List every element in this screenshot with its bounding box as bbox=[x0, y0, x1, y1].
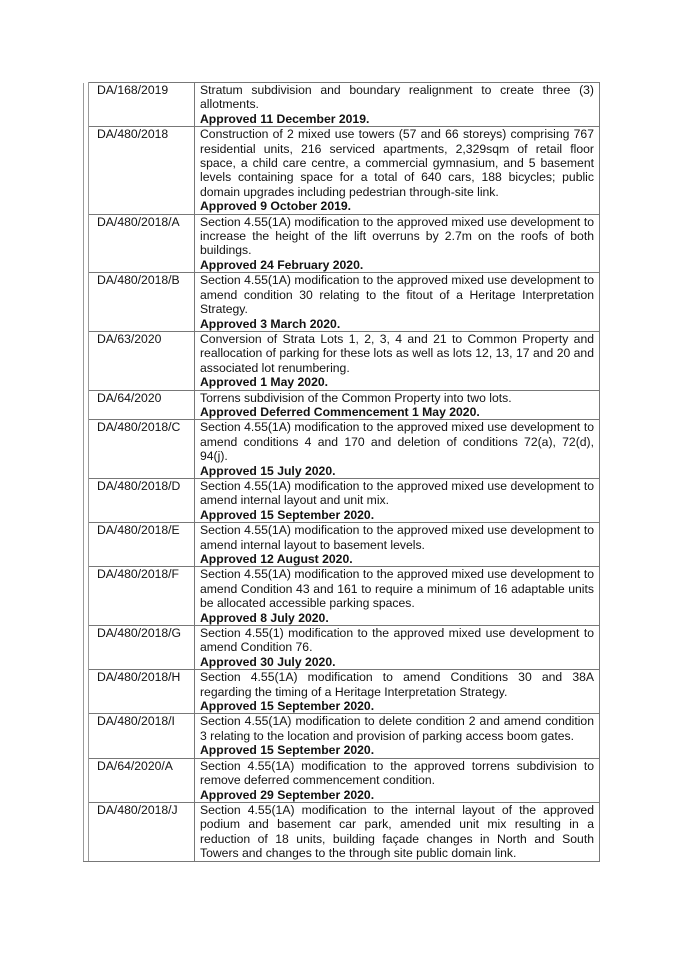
application-description: Section 4.55(1A) modification to the approved torrens subdivision to remove deferred commencement condition. bbox=[200, 758, 594, 788]
application-details bbox=[195, 802, 600, 861]
table-row bbox=[84, 758, 600, 802]
application-id: DA/480/2018/D bbox=[89, 478, 195, 522]
application-details bbox=[195, 331, 600, 390]
application-details bbox=[195, 714, 600, 758]
table-row bbox=[84, 567, 600, 626]
application-id: DA/480/2018/I bbox=[89, 714, 195, 758]
approval-status: Approved 9 October 2019. bbox=[200, 199, 352, 214]
application-details bbox=[195, 127, 600, 214]
table-row bbox=[84, 802, 600, 861]
application-description: Section 4.55(1A) modification to the approved mixed use development to amend condition 30 relating to the fitout of a Heritage Interpretation Strategy. bbox=[200, 273, 594, 317]
table-row bbox=[84, 523, 600, 567]
application-id: DA/480/2018/G bbox=[89, 626, 195, 670]
application-id: DA/480/2018/F bbox=[89, 567, 195, 626]
approval-status: Approved 1 May 2020. bbox=[200, 375, 329, 390]
approval-status: Approved 29 September 2020. bbox=[200, 787, 375, 802]
application-description: Section 4.55(1) modification to the approved mixed use development to amend Condition 76. bbox=[200, 626, 594, 655]
table-row bbox=[84, 127, 600, 214]
application-description: Section 4.55(1A) modification to the approved mixed use development to amend internal layout to basement levels. bbox=[200, 523, 594, 552]
application-description: Section 4.55(1A) modification to the approved mixed use development to amend Condition 43 and 161 to require a minimum of 16 adaptable units be allocated accessible parking spaces. bbox=[200, 567, 594, 611]
application-description: Section 4.55(1A) modification to the approved mixed use development to amend conditions 4 and 170 and deletion of conditions 72(a), 72(d), 94(j). bbox=[200, 420, 594, 464]
table-row bbox=[84, 670, 600, 714]
document-page bbox=[83, 82, 600, 862]
approval-status: Approved 12 August 2020. bbox=[200, 552, 353, 566]
table-row bbox=[84, 390, 600, 420]
application-description: Section 4.55(1A) modification to amend Conditions 30 and 38A regarding the timing of a Heritage Interpretation Strategy. bbox=[200, 670, 594, 699]
application-id: DA/480/2018/J bbox=[89, 802, 195, 861]
application-id: DA/64/2020 bbox=[89, 390, 195, 420]
table-row bbox=[84, 420, 600, 479]
application-id: DA/168/2019 bbox=[89, 83, 195, 127]
approval-status: Approved Deferred Commencement 1 May 2020. bbox=[200, 404, 480, 419]
application-details bbox=[195, 626, 600, 670]
application-id: DA/64/2020/A bbox=[89, 758, 195, 802]
application-id: DA/480/2018/B bbox=[89, 273, 195, 332]
table-row bbox=[84, 83, 600, 127]
application-details bbox=[195, 478, 600, 522]
application-description: Section 4.55(1A) modification to the approved mixed use development to amend internal layout and unit mix. bbox=[200, 478, 594, 508]
application-id: DA/480/2018/E bbox=[89, 523, 195, 567]
table-row bbox=[84, 626, 600, 670]
table-row bbox=[84, 714, 600, 758]
application-description: Section 4.55(1A) modification to delete condition 2 and amend condition 3 relating to the location and provision of parking access boom gates. bbox=[200, 714, 594, 743]
application-id: DA/480/2018 bbox=[89, 127, 195, 214]
application-details bbox=[195, 567, 600, 626]
approval-status: Approved 15 September 2020. bbox=[200, 699, 375, 714]
application-details bbox=[195, 420, 600, 479]
application-description: Section 4.55(1A) modification to the approved mixed use development to increase the height of the lift overruns by 2.7m on the roofs of both buildings. bbox=[200, 214, 594, 258]
application-description: Conversion of Strata Lots 1, 2, 3, 4 and 21 to Common Property and reallocation of parking for these lots as well as lots 12, 13, 17 and 20 and associated lot renumbering. bbox=[200, 331, 594, 375]
approval-status: Approved 8 July 2020. bbox=[200, 610, 329, 625]
application-id: DA/480/2018/A bbox=[89, 214, 195, 273]
approval-status: Approved 24 February 2020. bbox=[200, 257, 364, 272]
application-id: DA/480/2018/C bbox=[89, 420, 195, 479]
application-description: Stratum subdivision and boundary realignment to create three (3) allotments. bbox=[200, 83, 594, 112]
application-id: DA/480/2018/H bbox=[89, 670, 195, 714]
approval-status: Approved 11 December 2019. bbox=[200, 111, 370, 126]
application-details bbox=[195, 390, 600, 420]
approval-status: Approved 15 September 2020. bbox=[200, 507, 375, 522]
application-description: Section 4.55(1A) modification to the internal layout of the approved podium and basement car park, amended unit mix resulting in a reduction of 18 units, building façade changes in North and South Towers and changes to the through site public domain link. bbox=[200, 802, 594, 861]
development-applications-table bbox=[83, 82, 600, 862]
table-row bbox=[84, 214, 600, 273]
application-details bbox=[195, 523, 600, 567]
approval-status: Approved 15 September 2020. bbox=[200, 743, 375, 758]
approval-status: Approved 15 July 2020. bbox=[200, 463, 336, 478]
table-row bbox=[84, 273, 600, 332]
approval-status: Approved 30 July 2020. bbox=[200, 654, 336, 669]
approval-status: Approved 3 March 2020. bbox=[200, 316, 341, 331]
table-row bbox=[84, 478, 600, 522]
application-description: Torrens subdivision of the Common Property into two lots. bbox=[200, 390, 512, 405]
application-details bbox=[195, 214, 600, 273]
application-details bbox=[195, 758, 600, 802]
application-description: Construction of 2 mixed use towers (57 and 66 storeys) comprising 767 residential units, 216 serviced apartments, 2,329sqm of retail floor space, a child care centre, a commercial gymnasium, and 5 basement levels containing space for a total of 640 cars, 188 bicycles; public domain upgrades including pedestrian through-site link. bbox=[200, 127, 594, 199]
application-details bbox=[195, 83, 600, 127]
table-row bbox=[84, 331, 600, 390]
application-id: DA/63/2020 bbox=[89, 331, 195, 390]
application-details bbox=[195, 273, 600, 332]
application-details bbox=[195, 670, 600, 714]
